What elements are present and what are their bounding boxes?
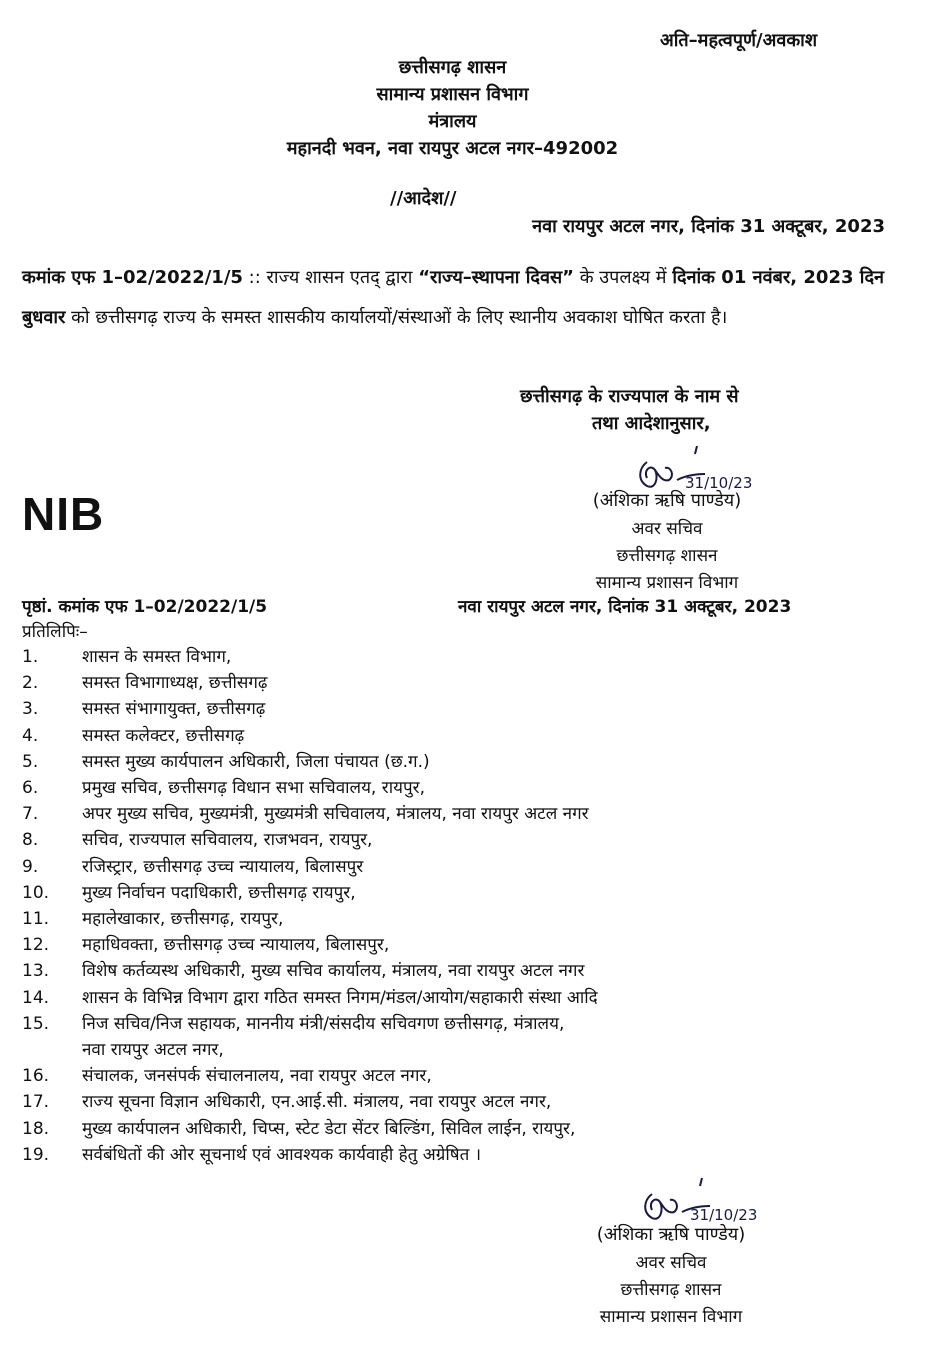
header-address: महानदी भवन, नवा रायपुर अटल नगर–492002 [286, 138, 619, 159]
list-item [22, 723, 902, 749]
holiday-date: दिनांक 01 नवंबर, 2023 दिन बुधवार [22, 267, 885, 328]
list-item-text: संचालक, जनसंपर्क संचालनालय, नवा रायपुर अटल नगर, [82, 1066, 432, 1087]
signatory-organization: छत्तीसगढ़ शासन [616, 546, 718, 566]
list-item [22, 1063, 902, 1089]
list-item [22, 801, 902, 827]
list-item-number: 5. [22, 751, 39, 772]
list-item-text: समस्त कलेक्टर, छत्तीसगढ़ [82, 725, 245, 746]
list-item-text: मुख्य कार्यपालन अधिकारी, चिप्स, स्टेट डेटा सेंटर बिल्डिंग, सिविल लाईन, रायपुर, [82, 1118, 576, 1139]
list-item [22, 670, 902, 696]
order-date: नवा रायपुर अटल नगर, दिनांक 31 अक्टूबर, 2023 [532, 216, 885, 237]
list-item-number: 15. [22, 1013, 50, 1034]
list-item-continuation: नवा रायपुर अटल नगर, [82, 1040, 224, 1061]
list-item-number: 19. [22, 1144, 50, 1165]
list-item-text: निज सचिव/निज सहायक, माननीय मंत्री/संसदीय सचिवगण छत्तीसगढ़, मंत्रालय, [82, 1013, 565, 1034]
list-item-number: 16. [22, 1066, 50, 1087]
list-item-text: सर्वबंधितों की ओर सूचनार्थ एवं आवश्यक कार्यवाही हेतु अग्रेषित । [82, 1144, 482, 1165]
order-title: //आदेश// [390, 188, 457, 209]
list-item-text: समस्त मुख्य कार्यपालन अधिकारी, जिला पंचायत (छ.ग.) [82, 751, 430, 772]
signatory-organization: छत्तीसगढ़ शासन [620, 1280, 722, 1300]
list-item-number: 6. [22, 778, 39, 799]
list-item-number: 11. [22, 909, 50, 930]
signatory-name: (अंशिका ऋषि पाण्डेय) [596, 1224, 746, 1245]
header-ministry: मंत्रालय [428, 111, 477, 132]
list-item-text: प्रमुख सचिव, छत्तीसगढ़ विधान सभा सचिवालय, रायपुर, [82, 778, 425, 799]
list-item-text: समस्त संभागायुक्त, छत्तीसगढ़ [82, 699, 266, 720]
order-body-text: के उपलक्ष्य में [573, 267, 673, 288]
order-ref-number: कमांक एफ 1–02/2022/1/5 [22, 267, 243, 288]
order-body-text: :: राज्य शासन एतद् द्वारा [242, 267, 419, 288]
signatory-designation: अवर सचिव [635, 1253, 707, 1273]
signature-date: 31/10/23 [685, 474, 753, 492]
order-body [22, 258, 884, 338]
list-item [22, 1011, 902, 1037]
nib-stamp: NIB [22, 488, 105, 540]
list-item [22, 906, 902, 932]
list-item-number: 4. [22, 725, 39, 746]
authority-line-2: तथा आदेशानुसार, [592, 413, 711, 434]
list-item [22, 985, 902, 1011]
list-item [22, 854, 902, 880]
copy-list [22, 644, 902, 1168]
list-item-text: शासन के समस्त विभाग, [82, 647, 232, 667]
list-item-text: समस्त विभागाध्यक्ष, छत्तीसगढ़ [82, 673, 268, 694]
list-item-text: महाधिवक्ता, छत्तीसगढ़ उच्च न्यायालय, बिलासपुर, [82, 935, 390, 956]
list-item [22, 827, 902, 853]
list-item-number: 8. [22, 830, 39, 851]
list-item-text: अपर मुख्य सचिव, मुख्यमंत्री, मुख्यमंत्री सचिवालय, मंत्रालय, नवा रायपुर अटल नगर [82, 804, 589, 825]
list-item-number: 2. [22, 673, 39, 694]
list-item-number: 18. [22, 1118, 50, 1139]
signatory-designation: अवर सचिव [631, 519, 703, 539]
list-item-text: विशेष कर्तव्यस्थ अधिकारी, मुख्य सचिव कार्यालय, मंत्रालय, नवा रायपुर अटल नगर [82, 961, 585, 982]
signatory-name: (अंशिका ऋषि पाण्डेय) [592, 490, 742, 511]
header-department: सामान्य प्रशासन विभाग [376, 84, 529, 105]
authority-line-1: छत्तीसगढ़ के राज्यपाल के नाम से [520, 386, 739, 407]
endorsement-date: नवा रायपुर अटल नगर, दिनांक 31 अक्टूबर, 2023 [458, 597, 792, 617]
list-item [22, 880, 902, 906]
list-item-number: 10. [22, 882, 50, 903]
list-item [22, 1142, 902, 1168]
signature-date: 31/10/23 [690, 1206, 758, 1224]
list-item-text: सचिव, राज्यपाल सचिवालय, राजभवन, रायपुर, [82, 830, 373, 851]
list-item [22, 1089, 902, 1115]
classification-label: अति–महत्वपूर्ण/अवकाश [660, 30, 818, 51]
list-item-number: 1. [22, 647, 39, 667]
list-item-text: राज्य सूचना विज्ञान अधिकारी, एन.आई.सी. मंत्रालय, नवा रायपुर अटल नगर, [82, 1092, 552, 1113]
header-government: छत्तीसगढ़ शासन [398, 57, 507, 78]
list-item-number: 13. [22, 961, 50, 982]
list-item [22, 644, 902, 670]
list-item-number: 9. [22, 856, 39, 877]
list-item [22, 749, 902, 775]
copy-label: प्रतिलिपिः– [22, 622, 88, 642]
order-body-text: को छत्तीसगढ़ राज्य के समस्त शासकीय कार्यालयों/संस्थाओं के लिए स्थानीय अवकाश घोषित करता है। [65, 307, 728, 328]
signatory-department: सामान्य प्रशासन विभाग [599, 1307, 743, 1327]
list-item-number: 7. [22, 804, 39, 825]
list-item-number: 3. [22, 699, 39, 720]
endorsement-ref-number: पृष्ठां. कमांक एफ 1–02/2022/1/5 [22, 597, 268, 617]
list-item-number: 12. [22, 935, 50, 956]
list-item [22, 696, 902, 722]
list-item [22, 775, 902, 801]
list-item-number: 14. [22, 987, 50, 1008]
list-item-text: शासन के विभिन्न विभाग द्वारा गठित समस्त निगम/मंडल/आयोग/सहाकारी संस्था आदि [82, 987, 598, 1008]
list-item-text: मुख्य निर्वाचन पदाधिकारी, छत्तीसगढ़ रायपुर, [82, 882, 356, 903]
list-item [22, 958, 902, 984]
event-name: “राज्य–स्थापना दिवस” [418, 267, 574, 288]
list-item [22, 932, 902, 958]
list-item-number: 17. [22, 1092, 50, 1113]
signatory-department: सामान्य प्रशासन विभाग [595, 573, 739, 593]
list-item [22, 1116, 902, 1142]
list-item-text: महालेखाकार, छत्तीसगढ़, रायपुर, [82, 909, 284, 930]
list-item-text: रजिस्ट्रार, छत्तीसगढ़ उच्च न्यायालय, बिलासपुर [82, 856, 364, 877]
